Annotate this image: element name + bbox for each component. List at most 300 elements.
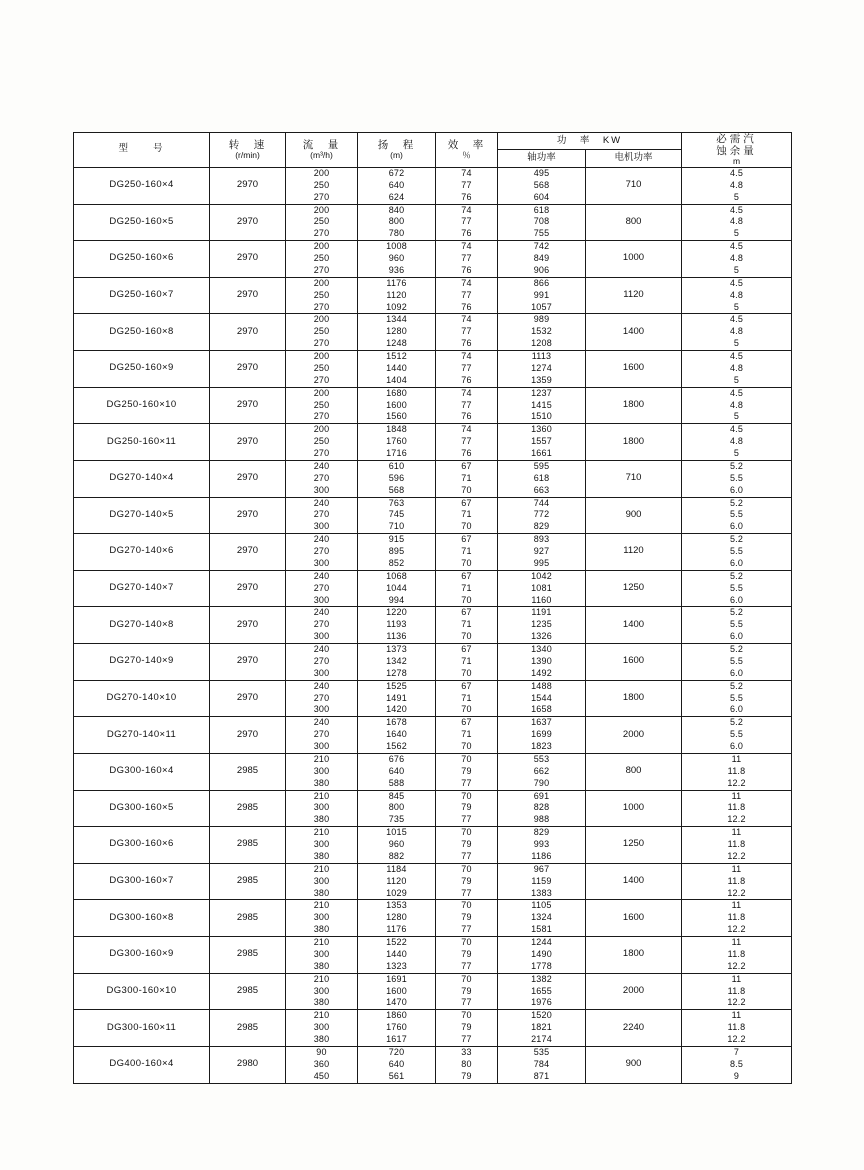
head-value: 1184 <box>386 863 407 874</box>
efficiency-value: 74 <box>461 314 472 325</box>
head-value: 1691 <box>386 973 407 984</box>
head-value: 1525 <box>386 680 407 691</box>
shaft-power-value: 1661 <box>531 448 552 459</box>
npsh-value: 5.2 <box>729 717 744 728</box>
cell-model: DG300-160×6 <box>74 827 210 864</box>
cell-npsh <box>682 424 792 461</box>
efficiency-value: 67 <box>461 460 472 471</box>
npsh-value: 11.8 <box>727 985 746 996</box>
flow-value: 300 <box>313 704 330 715</box>
efficiency-value: 79 <box>461 839 472 850</box>
table-row <box>74 570 792 607</box>
flow-value: 300 <box>313 594 330 605</box>
head-value: 1848 <box>386 424 407 435</box>
npsh-value: 4.8 <box>729 436 744 447</box>
npsh-value: 12.2 <box>727 997 746 1008</box>
efficiency-value: 71 <box>461 619 472 630</box>
head-value: 1344 <box>386 314 407 325</box>
shaft-power-value: 691 <box>533 790 550 801</box>
head-value: 840 <box>388 204 405 215</box>
flow-value: 380 <box>313 814 330 825</box>
head-value: 1522 <box>386 937 407 948</box>
npsh-value: 12.2 <box>727 924 746 935</box>
efficiency-value: 80 <box>461 1058 472 1069</box>
flow-value: 200 <box>313 204 330 215</box>
cell-motor-power: 900 <box>586 1046 682 1083</box>
flow-value: 270 <box>313 546 330 557</box>
efficiency-value: 70 <box>461 704 472 715</box>
head-value: 960 <box>388 253 405 264</box>
cell-speed: 2980 <box>210 1046 286 1083</box>
flow-value: 210 <box>313 1010 330 1021</box>
cell-efficiency <box>436 717 498 754</box>
cell-model: DG250-160×11 <box>74 424 210 461</box>
efficiency-value: 79 <box>461 985 472 996</box>
flow-value: 300 <box>313 912 330 923</box>
npsh-value: 11.8 <box>727 1022 746 1033</box>
shaft-power-value: 1778 <box>531 960 552 971</box>
efficiency-value: 76 <box>461 228 472 239</box>
flow-value: 210 <box>313 790 330 801</box>
cell-motor-power: 1800 <box>586 937 682 974</box>
cell-head <box>358 241 436 278</box>
cell-npsh <box>682 644 792 681</box>
cell-efficiency <box>436 277 498 314</box>
cell-model: DG400-160×4 <box>74 1046 210 1083</box>
head-value: 780 <box>388 228 405 239</box>
cell-efficiency <box>436 351 498 388</box>
cell-speed: 2985 <box>210 900 286 937</box>
table-row <box>74 973 792 1010</box>
shaft-power-value: 1191 <box>531 607 552 618</box>
cell-npsh <box>682 351 792 388</box>
efficiency-value: 70 <box>461 667 472 678</box>
cell-speed: 2970 <box>210 314 286 351</box>
cell-npsh <box>682 900 792 937</box>
flow-value: 210 <box>313 827 330 838</box>
npsh-value: 4.8 <box>729 253 744 264</box>
npsh-value: 4.5 <box>729 241 744 252</box>
flow-value: 270 <box>313 509 330 520</box>
efficiency-value: 71 <box>461 509 472 520</box>
efficiency-value: 77 <box>461 362 472 373</box>
cell-shaft-power <box>498 351 586 388</box>
cell-flow <box>286 607 358 644</box>
efficiency-value: 67 <box>461 680 472 691</box>
flow-value: 200 <box>313 277 330 288</box>
npsh-value: 11 <box>731 790 742 801</box>
cell-head <box>358 351 436 388</box>
cell-shaft-power <box>498 497 586 534</box>
cell-efficiency <box>436 497 498 534</box>
head-value: 1617 <box>386 1034 407 1045</box>
head-value: 710 <box>388 521 405 532</box>
cell-head <box>358 900 436 937</box>
efficiency-value: 70 <box>461 521 472 532</box>
efficiency-value: 77 <box>461 253 472 264</box>
cell-shaft-power <box>498 790 586 827</box>
cell-motor-power: 1600 <box>586 900 682 937</box>
cell-flow <box>286 937 358 974</box>
cell-head <box>358 497 436 534</box>
shaft-power-value: 2174 <box>531 1034 552 1045</box>
flow-value: 240 <box>313 680 330 691</box>
head-value: 1680 <box>386 387 407 398</box>
npsh-value: 12.2 <box>727 850 746 861</box>
cell-npsh <box>682 827 792 864</box>
head-value: 720 <box>388 1046 405 1057</box>
head-value: 1470 <box>386 997 407 1008</box>
cell-npsh <box>682 314 792 351</box>
cell-shaft-power <box>498 680 586 717</box>
header-npsh <box>682 133 792 168</box>
cell-flow <box>286 241 358 278</box>
cell-shaft-power <box>498 937 586 974</box>
head-value: 1092 <box>386 301 407 312</box>
efficiency-value: 70 <box>461 827 472 838</box>
shaft-power-value: 568 <box>533 179 550 190</box>
cell-model: DG270-140×4 <box>74 460 210 497</box>
npsh-value: 9 <box>733 1070 740 1081</box>
npsh-value: 4.5 <box>729 277 744 288</box>
flow-value: 300 <box>313 985 330 996</box>
npsh-value: 5.5 <box>729 729 744 740</box>
efficiency-value: 70 <box>461 973 472 984</box>
cell-motor-power: 1400 <box>586 314 682 351</box>
pump-performance-table <box>73 132 792 1084</box>
shaft-power-value: 790 <box>533 777 550 788</box>
cell-model: DG250-160×5 <box>74 204 210 241</box>
flow-value: 210 <box>313 973 330 984</box>
head-value: 672 <box>388 167 405 178</box>
cell-flow <box>286 900 358 937</box>
cell-model: DG250-160×6 <box>74 241 210 278</box>
flow-value: 200 <box>313 424 330 435</box>
spec-table-container <box>73 132 791 1084</box>
head-value: 1068 <box>386 570 407 581</box>
cell-model: DG270-140×5 <box>74 497 210 534</box>
npsh-value: 5.5 <box>729 655 744 666</box>
head-value: 1015 <box>386 827 407 838</box>
flow-value: 300 <box>313 875 330 886</box>
flow-value: 300 <box>313 521 330 532</box>
flow-value: 270 <box>313 582 330 593</box>
efficiency-value: 70 <box>461 631 472 642</box>
cell-speed: 2970 <box>210 644 286 681</box>
npsh-value: 8.5 <box>729 1058 744 1069</box>
shaft-power-value: 1360 <box>531 424 552 435</box>
head-value: 1560 <box>386 411 407 422</box>
cell-motor-power: 800 <box>586 204 682 241</box>
header-speed-title: 转 速 <box>228 139 267 152</box>
cell-flow <box>286 424 358 461</box>
header-power-group: 功 率 KW <box>498 133 682 150</box>
cell-model: DG270-140×10 <box>74 680 210 717</box>
npsh-value: 5.5 <box>729 509 744 520</box>
cell-npsh <box>682 204 792 241</box>
head-value: 1280 <box>386 912 407 923</box>
cell-npsh <box>682 241 792 278</box>
shaft-power-value: 1186 <box>531 850 552 861</box>
cell-efficiency <box>436 753 498 790</box>
npsh-value: 11 <box>731 937 742 948</box>
table-header <box>74 133 792 168</box>
flow-value: 270 <box>313 374 330 385</box>
npsh-value: 5 <box>733 338 740 349</box>
flow-value: 300 <box>313 802 330 813</box>
cell-speed: 2985 <box>210 937 286 974</box>
cell-npsh <box>682 680 792 717</box>
cell-npsh <box>682 277 792 314</box>
flow-value: 300 <box>313 667 330 678</box>
flow-value: 270 <box>313 729 330 740</box>
header-npsh-line1: 必需汽 <box>716 133 757 145</box>
cell-speed: 2970 <box>210 277 286 314</box>
npsh-value: 11.8 <box>727 875 746 886</box>
efficiency-value: 70 <box>461 900 472 911</box>
head-value: 936 <box>388 264 405 275</box>
cell-efficiency <box>436 241 498 278</box>
cell-motor-power: 1400 <box>586 607 682 644</box>
head-value: 763 <box>388 497 405 508</box>
shaft-power-value: 604 <box>533 191 550 202</box>
flow-value: 300 <box>313 765 330 776</box>
head-value: 1600 <box>386 399 407 410</box>
flow-value: 250 <box>313 362 330 373</box>
shaft-power-value: 1488 <box>531 680 552 691</box>
npsh-value: 11.8 <box>727 948 746 959</box>
table-row <box>74 424 792 461</box>
cell-efficiency <box>436 827 498 864</box>
table-row <box>74 204 792 241</box>
cell-head <box>358 424 436 461</box>
shaft-power-value: 1159 <box>531 875 552 886</box>
cell-speed: 2970 <box>210 167 286 204</box>
flow-value: 240 <box>313 460 330 471</box>
npsh-value: 4.8 <box>729 362 744 373</box>
efficiency-value: 77 <box>461 777 472 788</box>
cell-motor-power: 1400 <box>586 863 682 900</box>
cell-efficiency <box>436 680 498 717</box>
head-value: 1120 <box>386 289 407 300</box>
cell-head <box>358 937 436 974</box>
efficiency-value: 76 <box>461 374 472 385</box>
flow-value: 380 <box>313 960 330 971</box>
npsh-value: 12.2 <box>727 1034 746 1045</box>
efficiency-value: 77 <box>461 216 472 227</box>
efficiency-value: 76 <box>461 338 472 349</box>
head-value: 676 <box>388 753 405 764</box>
header-efficiency-unit: ％ <box>462 150 471 161</box>
cell-model: DG250-160×8 <box>74 314 210 351</box>
efficiency-value: 33 <box>461 1046 472 1057</box>
efficiency-value: 79 <box>461 1022 472 1033</box>
cell-motor-power: 710 <box>586 460 682 497</box>
efficiency-value: 77 <box>461 399 472 410</box>
flow-value: 380 <box>313 1034 330 1045</box>
cell-speed: 2970 <box>210 607 286 644</box>
flow-value: 300 <box>313 631 330 642</box>
header-row-1 <box>74 133 792 150</box>
flow-value: 300 <box>313 948 330 959</box>
efficiency-value: 74 <box>461 241 472 252</box>
cell-motor-power: 1600 <box>586 644 682 681</box>
npsh-value: 5.2 <box>729 680 744 691</box>
cell-model: DG300-160×4 <box>74 753 210 790</box>
head-value: 1491 <box>386 692 407 703</box>
cell-flow <box>286 570 358 607</box>
table-row <box>74 167 792 204</box>
table-row <box>74 863 792 900</box>
efficiency-value: 67 <box>461 534 472 545</box>
table-row <box>74 351 792 388</box>
npsh-value: 4.8 <box>729 216 744 227</box>
npsh-value: 6.0 <box>729 704 744 715</box>
cell-speed: 2970 <box>210 497 286 534</box>
flow-value: 200 <box>313 241 330 252</box>
cell-efficiency <box>436 973 498 1010</box>
efficiency-value: 71 <box>461 582 472 593</box>
head-value: 845 <box>388 790 405 801</box>
head-value: 1404 <box>386 374 407 385</box>
shaft-power-value: 495 <box>533 167 550 178</box>
efficiency-value: 70 <box>461 863 472 874</box>
npsh-value: 5.5 <box>729 619 744 630</box>
shaft-power-value: 967 <box>533 863 550 874</box>
shaft-power-value: 1637 <box>531 717 552 728</box>
efficiency-value: 76 <box>461 264 472 275</box>
cell-efficiency <box>436 1046 498 1083</box>
efficiency-value: 67 <box>461 644 472 655</box>
cell-speed: 2970 <box>210 717 286 754</box>
npsh-value: 5.2 <box>729 607 744 618</box>
cell-flow <box>286 351 358 388</box>
cell-speed: 2970 <box>210 204 286 241</box>
cell-efficiency <box>436 314 498 351</box>
npsh-value: 11 <box>731 973 742 984</box>
efficiency-value: 74 <box>461 424 472 435</box>
flow-value: 380 <box>313 777 330 788</box>
flow-value: 270 <box>313 411 330 422</box>
npsh-value: 11.8 <box>727 912 746 923</box>
cell-model: DG300-160×7 <box>74 863 210 900</box>
header-motor-power: 电机功率 <box>586 150 682 167</box>
shaft-power-value: 1383 <box>531 887 552 898</box>
flow-value: 250 <box>313 216 330 227</box>
cell-model: DG270-140×6 <box>74 534 210 571</box>
cell-flow <box>286 534 358 571</box>
head-value: 915 <box>388 534 405 545</box>
flow-value: 270 <box>313 448 330 459</box>
cell-flow <box>286 460 358 497</box>
npsh-value: 11 <box>731 1010 742 1021</box>
shaft-power-value: 829 <box>533 521 550 532</box>
cell-head <box>358 167 436 204</box>
cell-efficiency <box>436 460 498 497</box>
shaft-power-value: 1244 <box>531 937 552 948</box>
head-value: 800 <box>388 216 405 227</box>
npsh-value: 4.8 <box>729 289 744 300</box>
cell-flow <box>286 863 358 900</box>
cell-shaft-power <box>498 241 586 278</box>
head-value: 1600 <box>386 985 407 996</box>
shaft-power-value: 989 <box>533 314 550 325</box>
flow-value: 300 <box>313 741 330 752</box>
cell-npsh <box>682 167 792 204</box>
flow-value: 240 <box>313 607 330 618</box>
head-value: 568 <box>388 484 405 495</box>
flow-value: 270 <box>313 338 330 349</box>
flow-value: 210 <box>313 863 330 874</box>
cell-speed: 2985 <box>210 973 286 1010</box>
shaft-power-value: 1274 <box>531 362 552 373</box>
cell-speed: 2970 <box>210 680 286 717</box>
shaft-power-value: 1510 <box>531 411 552 422</box>
head-value: 1420 <box>386 704 407 715</box>
table-row <box>74 460 792 497</box>
efficiency-value: 76 <box>461 411 472 422</box>
npsh-value: 11.8 <box>727 765 746 776</box>
shaft-power-value: 742 <box>533 241 550 252</box>
npsh-value: 4.5 <box>729 314 744 325</box>
cell-model: DG250-160×7 <box>74 277 210 314</box>
cell-npsh <box>682 717 792 754</box>
flow-value: 240 <box>313 644 330 655</box>
efficiency-value: 79 <box>461 1070 472 1081</box>
cell-npsh <box>682 460 792 497</box>
efficiency-value: 70 <box>461 1010 472 1021</box>
head-value: 596 <box>388 472 405 483</box>
shaft-power-value: 1042 <box>531 570 552 581</box>
efficiency-value: 76 <box>461 191 472 202</box>
flow-value: 270 <box>313 655 330 666</box>
npsh-value: 12.2 <box>727 777 746 788</box>
cell-model: DG250-160×10 <box>74 387 210 424</box>
flow-value: 270 <box>313 472 330 483</box>
head-value: 624 <box>388 191 405 202</box>
head-value: 1044 <box>386 582 407 593</box>
head-value: 1860 <box>386 1010 407 1021</box>
head-value: 640 <box>388 1058 405 1069</box>
cell-shaft-power <box>498 570 586 607</box>
efficiency-value: 77 <box>461 179 472 190</box>
npsh-value: 5.2 <box>729 570 744 581</box>
cell-efficiency <box>436 534 498 571</box>
flow-value: 250 <box>313 399 330 410</box>
efficiency-value: 77 <box>461 1034 472 1045</box>
head-value: 1373 <box>386 644 407 655</box>
header-model: 型 号 <box>74 133 210 168</box>
cell-head <box>358 753 436 790</box>
shaft-power-value: 755 <box>533 228 550 239</box>
cell-flow <box>286 497 358 534</box>
npsh-value: 11 <box>731 900 742 911</box>
npsh-value: 6.0 <box>729 521 744 532</box>
efficiency-value: 76 <box>461 301 472 312</box>
head-value: 882 <box>388 850 405 861</box>
head-value: 561 <box>388 1070 405 1081</box>
efficiency-value: 79 <box>461 765 472 776</box>
cell-shaft-power <box>498 827 586 864</box>
cell-head <box>358 204 436 241</box>
table-row <box>74 680 792 717</box>
npsh-value: 5 <box>733 264 740 275</box>
cell-model: DG270-140×9 <box>74 644 210 681</box>
cell-speed: 2985 <box>210 790 286 827</box>
flow-value: 380 <box>313 887 330 898</box>
cell-model: DG300-160×11 <box>74 1010 210 1047</box>
cell-flow <box>286 827 358 864</box>
